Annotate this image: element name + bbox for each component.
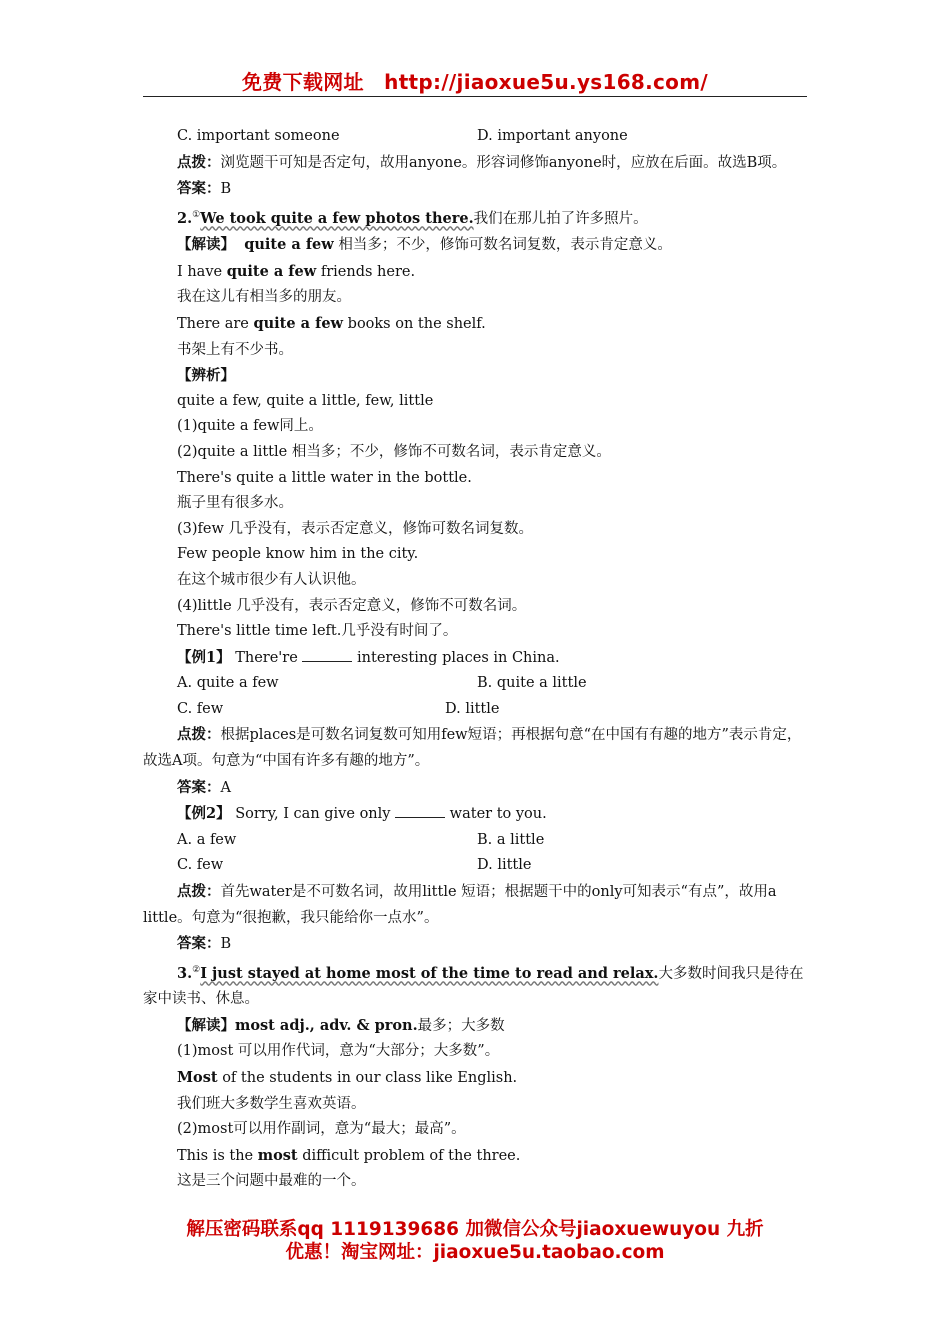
q1-answer: 答案：B xyxy=(177,180,232,198)
example-translation: 书架上有不少书。 xyxy=(177,341,293,358)
example1-stem: 【例1】 There're interesting places in China. xyxy=(177,648,560,666)
item2-jiedu: 【解读】 quite a few 相当多；不少，修饰可数名词复数，表示肯定意义。 xyxy=(177,236,672,254)
example2-hint: 点拨：首先water是不可数名词，故用little 短语；根据题干中的only可知表示“有点”，故用a little。句意为“很抱歉，我只能给你一点水”。 xyxy=(143,883,777,926)
example-translation: 这是三个问题中最难的一个。 xyxy=(177,1173,366,1190)
example-translation: 我们班大多数学生喜欢英语。 xyxy=(177,1095,366,1112)
option-d: D. little xyxy=(445,700,500,717)
header-url[interactable]: http://jiaoxue5u.ys168.com/ xyxy=(384,70,708,94)
bianxi-point: (2)quite a little 相当多；不少，修饰不可数名词，表示肯定意义。 xyxy=(177,443,611,460)
example2-options-ab xyxy=(143,828,807,854)
item2-heading: 2.①We took quite a few photos there.我们在那儿拍了许多照片。 xyxy=(177,209,648,227)
example-translation: 我在这儿有相当多的朋友。 xyxy=(177,289,351,306)
answer-blank[interactable] xyxy=(395,803,445,818)
page-footer xyxy=(143,1218,807,1264)
example-sentence: There's quite a little water in the bottle. xyxy=(177,469,472,486)
key-sentence: We took quite a few photos there. xyxy=(200,209,474,227)
item3-heading: 3.②I just stayed at home most of the time to read and relax.大多数时间我只是待在家中读书、休息。 xyxy=(143,964,804,1008)
option-c: C. important someone xyxy=(177,128,340,144)
example-translation: 瓶子里有很多水。 xyxy=(177,495,293,512)
option-d: D. important anyone xyxy=(477,128,628,144)
example-sentence: Few people know him in the city. xyxy=(177,546,419,563)
q1-options xyxy=(143,124,807,150)
bianxi-point: (4)little 几乎没有，表示否定意义，修饰不可数名词。 xyxy=(177,597,527,614)
option-c: C. few xyxy=(177,700,224,717)
bianxi-point: (3)few 几乎没有，表示否定意义，修饰可数名词复数。 xyxy=(177,520,534,537)
key-sentence: I just stayed at home most of the time to read and relax. xyxy=(200,964,659,982)
option-a: A. a few xyxy=(177,831,237,848)
footer-line-2[interactable]: 优惠！淘宝网址：jiaoxue5u.taobao.com xyxy=(285,1242,665,1263)
example2-answer: 答案：B xyxy=(177,935,232,953)
document-body xyxy=(143,124,807,1195)
example-sentence: This is the most difficult problem of the three. xyxy=(177,1146,521,1164)
example1-options-ab xyxy=(143,671,807,697)
example1-hint: 点拨：根据places是可数名词复数可知用few短语；再根据句意“在中国有有趣的地方”表示肯定，故选A项。句意为“中国有许多有趣的地方”。 xyxy=(143,726,802,770)
option-b: B. quite a little xyxy=(477,675,587,692)
usage-point: (1)most 可以用作代词，意为“大部分；大多数”。 xyxy=(177,1043,500,1060)
option-d: D. little xyxy=(477,857,532,874)
option-c: C. few xyxy=(177,857,224,874)
item3-jiedu: 【解读】most adj., adv. & pron.最多；大多数 xyxy=(177,1016,505,1034)
bianxi-list: quite a few, quite a little, few, little xyxy=(177,392,434,409)
page-header xyxy=(143,66,807,97)
example1-options-cd xyxy=(143,697,807,723)
example-sentence: There's little time left.几乎没有时间了。 xyxy=(177,623,458,640)
example-sentence: There are quite a few books on the shelf. xyxy=(177,314,486,332)
example2-stem: 【例2】 Sorry, I can give only water to you. xyxy=(177,805,547,823)
option-b: B. a little xyxy=(477,831,545,848)
option-a: A. quite a few xyxy=(177,675,279,692)
bianxi-label: 【辨析】 xyxy=(177,367,235,385)
answer-blank[interactable] xyxy=(302,647,352,662)
header-title: 免费下载网址 xyxy=(242,70,364,94)
example-sentence: Most of the students in our class like English. xyxy=(177,1069,518,1087)
example-sentence: I have quite a few friends here. xyxy=(177,262,416,280)
footer-line-1: 解压密码联系qq 1119139686 加微信公众号jiaoxuewuyou 九折 xyxy=(186,1219,764,1240)
bianxi-point: (1)quite a few同上。 xyxy=(177,418,323,435)
example2-options-cd xyxy=(143,853,807,879)
usage-point: (2)most可以用作副词，意为“最大；最高”。 xyxy=(177,1121,466,1138)
example1-answer: 答案：A xyxy=(177,778,231,796)
example-translation: 在这个城市很少有人认识他。 xyxy=(177,571,366,588)
q1-hint: 点拨：浏览题干可知是否定句，故用anyone。形容词修饰anyone时，应放在后面。故选B项。 xyxy=(177,153,787,171)
